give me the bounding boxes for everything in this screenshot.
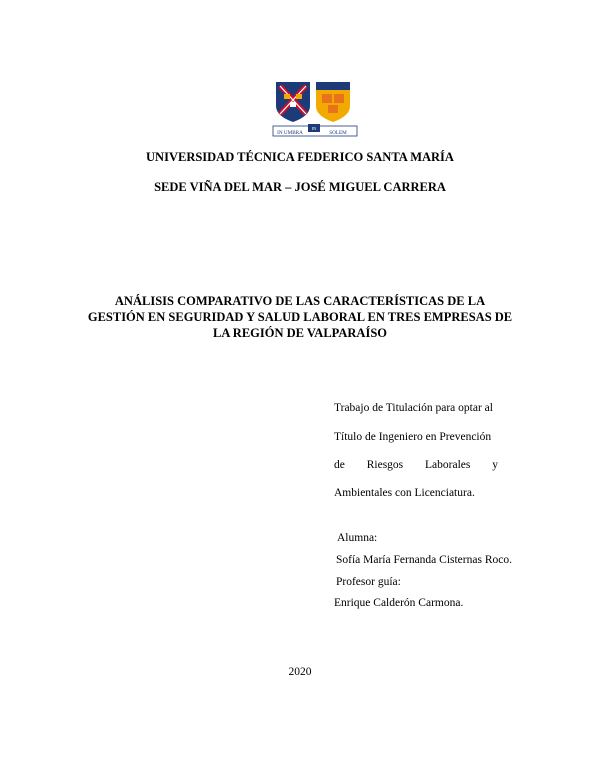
logo-block [334, 94, 344, 103]
thesis-title-line: LA REGIÓN DE VALPARAÍSO [213, 326, 387, 340]
logo-band [316, 82, 350, 90]
logo-square [284, 94, 290, 99]
year: 2020 [288, 666, 312, 678]
advisor-label: Profesor guía: [336, 576, 401, 588]
university-name: UNIVERSIDAD TÉCNICA FEDERICO SANTA MARÍA [146, 150, 454, 164]
purpose-word: de [334, 459, 345, 471]
logo-motto-mid: IN [311, 126, 317, 131]
advisor-name: Enrique Calderón Carmona. [334, 597, 464, 609]
purpose-line-justified [334, 459, 498, 471]
purpose-line: Trabajo de Titulación para optar al [334, 402, 493, 414]
university-logo [272, 80, 358, 140]
thesis-title [0, 293, 600, 341]
purpose-word: y [492, 459, 498, 471]
purpose-line: Título de Ingeniero en Prevención [334, 431, 492, 443]
logo-block [322, 94, 332, 103]
thesis-title-line: GESTIÓN EN SEGURIDAD Y SALUD LABORAL EN TRES EMPRESAS DE [87, 310, 513, 324]
thesis-title-line: ANÁLISIS COMPARATIVO DE LAS CARACTERÍSTICAS DE LA [114, 294, 486, 308]
purpose-word: Riesgos [366, 459, 404, 471]
logo-motto-left: IN UMBRA [277, 130, 303, 136]
student-label: Alumna: [337, 532, 378, 544]
logo-motto-right: SOLEM [329, 130, 347, 136]
logo-square [290, 102, 296, 107]
purpose-line: Ambientales con Licenciatura. [334, 487, 475, 499]
logo-square [296, 94, 302, 99]
purpose-word: Laborales [425, 459, 471, 471]
campus-name: SEDE VIÑA DEL MAR – JOSÉ MIGUEL CARRERA [154, 180, 446, 194]
student-name: Sofía María Fernanda Cisternas Roco. [336, 554, 512, 566]
logo-block [328, 105, 338, 113]
